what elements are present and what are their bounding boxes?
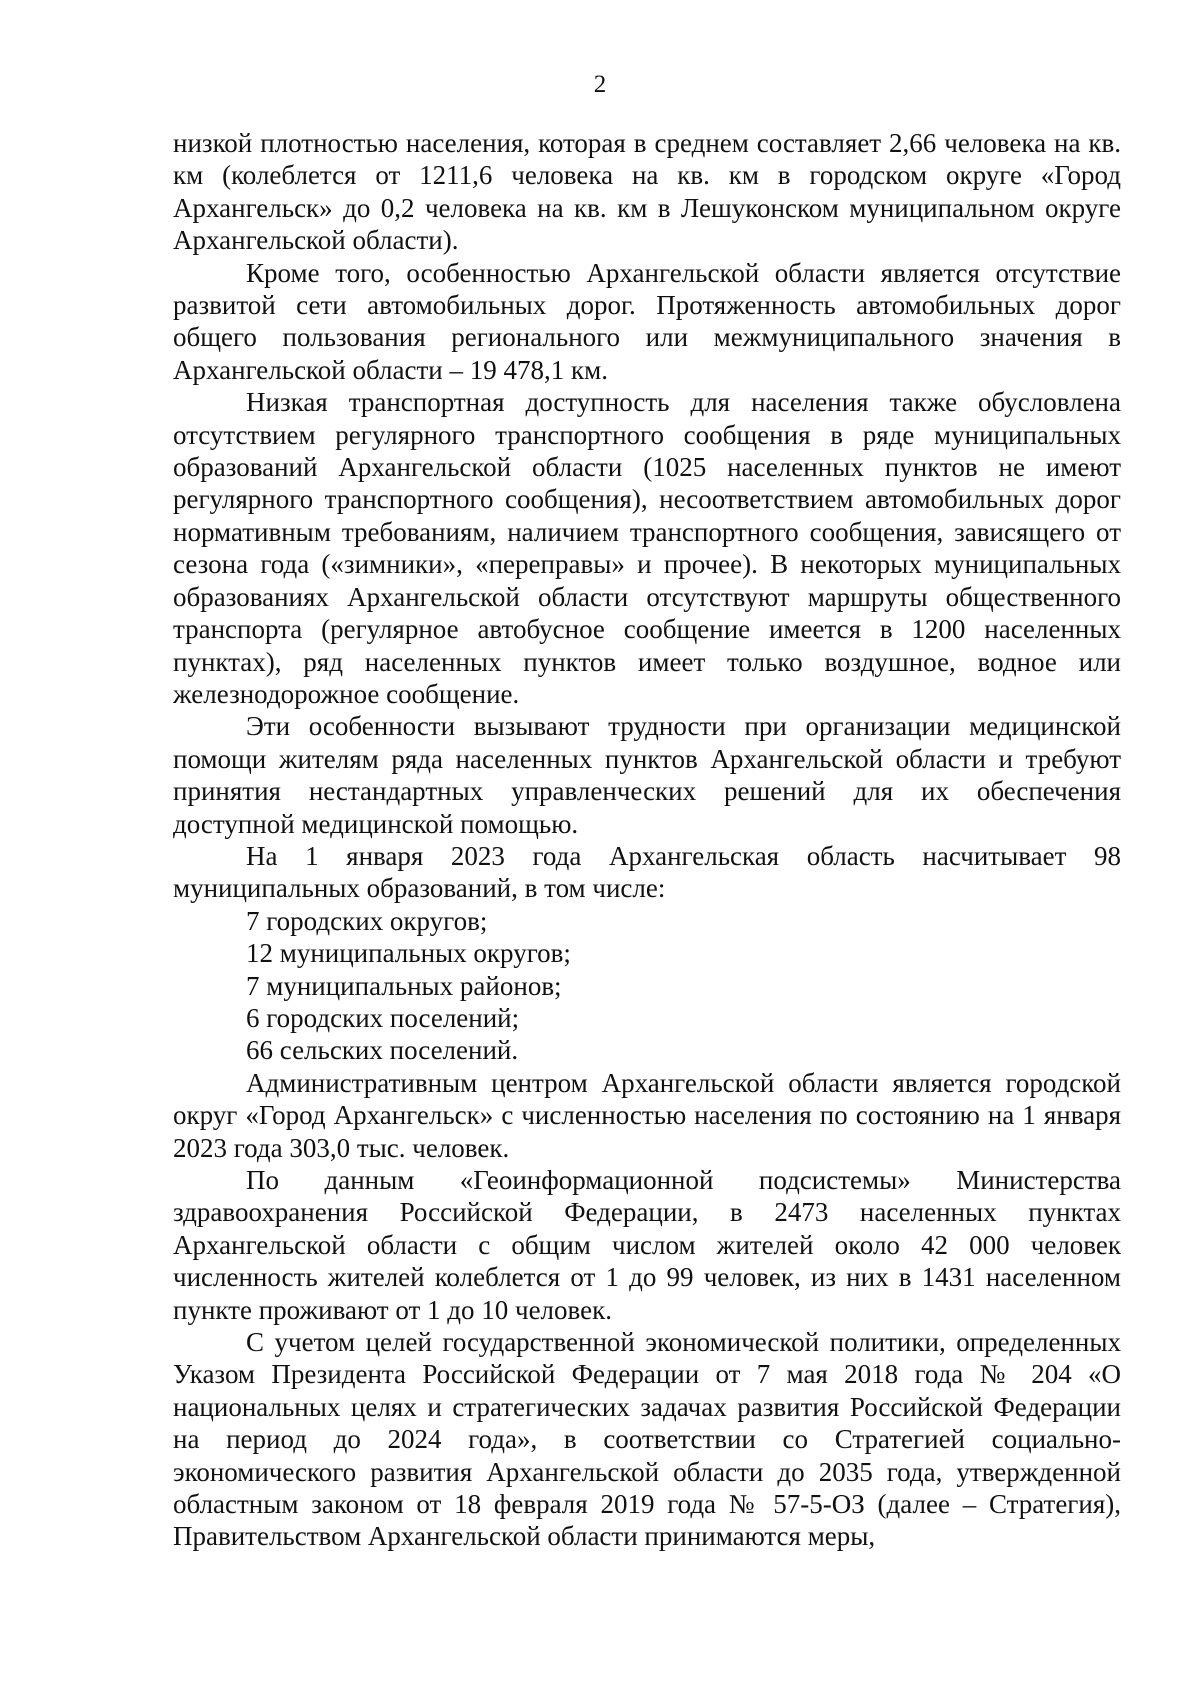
paragraph-road-network: Кроме того, особенностью Архангельской области является отсутствие развитой сети автомобильных дорог. Протяженность автомобильных дорог общего пользования регионального или межмуниципального значения в Архангельской области – 19 478,1 км.	[173, 257, 1121, 385]
list-item: 66 сельских поселений.	[246, 1035, 519, 1066]
document-body	[173, 127, 1121, 1553]
municipal-list	[173, 905, 1121, 1067]
paragraph-municipal-count: На 1 января 2023 года Архангельская область насчитывает 98 муниципальных образований, в том числе:	[173, 840, 1121, 904]
page-number: 2	[593, 71, 607, 98]
paragraph-transport-accessibility: Низкая транспортная доступность для населения также обусловлена отсутствием регулярного транспортного сообщения в ряде муниципальных образований Архангельской области (1025 населенных пунктов не имеют регулярного транспортного сообщения), несоответствием автомобильных дорог нормативным требованиям, наличием транспортного сообщения, зависящего от сезона года («зимники», «переправы» и прочее). В некоторых муниципальных образованиях Архангельской области отсутствуют маршруты общественного транспорта (регулярное автобусное сообщение имеется в 1200 населенных пунктах), ряд населенных пунктов имеет только воздушное, водное или железнодорожное сообщение.	[173, 387, 1121, 709]
list-item: 7 городских округов;	[246, 905, 488, 936]
paragraph-policy-goals: С учетом целей государственной экономической политики, определенных Указом Президента Российской Федерации от 7 мая 2018 года № 204 «О национальных целях и стратегических задачах развития Российской Федерации на период до 2024 года», в соответствии со Стратегией социально-экономического развития Архангельской области до 2035 года, утвержденной областным законом от 18 февраля 2019 года № 57-5-ОЗ (далее – Стратегия), Правительством Архангельской области принимаются меры,	[173, 1327, 1121, 1552]
list-item: 7 муниципальных районов;	[246, 970, 562, 1001]
paragraph-medical-care-difficulties: Эти особенности вызывают трудности при организации медицинской помощи жителям ряда населенных пунктов Архангельской области и требуют принятия нестандартных управленческих решений для их обеспечения доступной медицинской помощью.	[173, 711, 1121, 839]
paragraph-administrative-center: Административным центром Архангельской области является городской округ «Город Архангельск» с численностью населения по состоянию на 1 января 2023 года 303,0 тыс. человек.	[173, 1067, 1121, 1163]
list-item: 12 муниципальных округов;	[246, 938, 571, 969]
paragraph-population-density: низкой плотностью населения, которая в среднем составляет 2,66 человека на кв. км (колеблется от 1211,6 человека на кв. км в городском округе «Город Архангельск» до 0,2 человека на кв. км в Лешуконском муниципальном округе Архангельской области).	[173, 128, 1121, 256]
paragraph-geoinformation-data: По данным «Геоинформационной подсистемы» Министерства здравоохранения Российской Федерации, в 2473 населенных пунктах Архангельской области с общим числом жителей около 42 000 человек численность жителей колеблется от 1 до 99 человек, из них в 1431 населенном пункте проживают от 1 до 10 человек.	[173, 1165, 1121, 1325]
list-item: 6 городских поселений;	[246, 1002, 520, 1033]
